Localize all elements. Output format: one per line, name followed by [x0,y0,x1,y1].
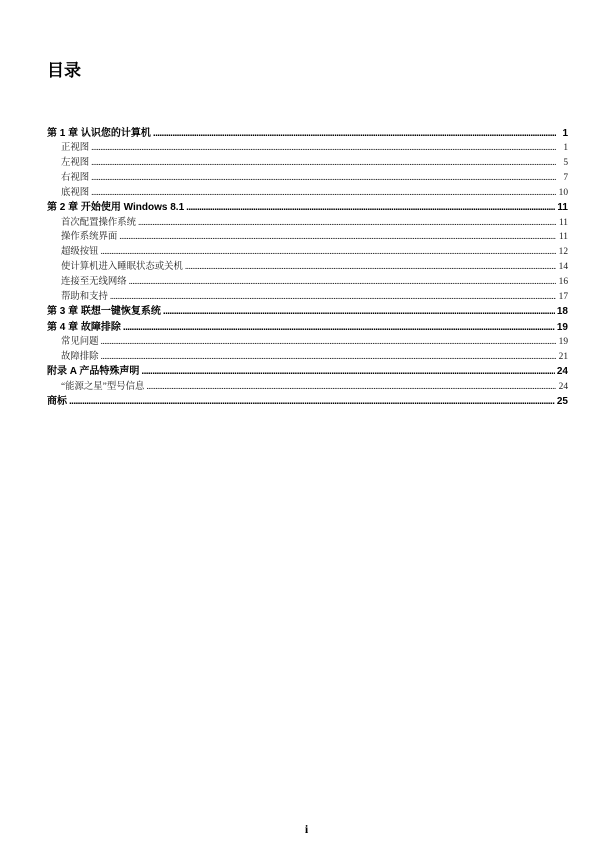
toc-section-wireless[interactable] [47,275,568,290]
toc-entry-label: 第 4 章 故障排除 [47,321,121,333]
toc-entry-label: 第 1 章 认识您的计算机 [47,128,151,139]
dot-leader [146,380,556,395]
toc-page-number: 1 [563,143,568,154]
toc-section-front-view[interactable] [47,141,568,156]
toc-chapter-1[interactable] [47,126,568,141]
toc-section-first-setup[interactable] [47,216,568,231]
dot-leader [141,364,554,379]
toc-page-number: 19 [558,336,568,347]
toc-section-left-view[interactable] [47,156,568,171]
toc-entry-label: 正视图 [61,143,90,154]
toc-entry-label: 底视图 [61,187,90,198]
toc-section-faq[interactable] [47,335,568,350]
toc-page-number: 11 [558,217,568,228]
toc-page-number: 11 [558,232,568,243]
toc-page-number: 17 [558,291,568,302]
toc-chapter-3[interactable] [47,304,568,319]
page-number: i [304,822,309,836]
dot-leader [110,290,556,305]
toc-page-number: 16 [558,276,568,287]
dot-leader [185,260,556,275]
toc-entry-label: 第 2 章 开始使用 Windows 8.1 [47,202,185,214]
dot-leader [163,304,555,319]
toc-page-number: 24 [558,381,568,392]
toc-page-number: 1 [562,128,568,139]
dot-leader [69,394,555,409]
toc-section-bottom-view[interactable] [47,186,568,201]
toc-entry-label: “能源之星”型号信息 [61,381,145,392]
toc-entry-label: 操作系统界面 [61,232,118,243]
toc-page-number: 11 [557,202,568,214]
toc-page-number: 18 [556,306,568,318]
toc-trademarks[interactable] [47,394,568,409]
toc-chapter-2[interactable] [47,200,568,215]
toc-entry-label: 第 3 章 联想一键恢复系统 [47,306,161,318]
toc-page-number: 5 [563,157,568,168]
toc-entry-label: 左视图 [61,157,90,168]
dot-leader [91,156,556,171]
dot-leader [129,275,556,290]
toc-entry-label: 商标 [47,396,67,408]
dot-leader [186,200,555,215]
toc-section-help-support[interactable] [47,290,568,305]
toc-entry-label: 常见问题 [61,336,99,347]
toc-entry-label: 使计算机进入睡眠状态或关机 [61,261,183,272]
toc-section-right-view[interactable] [47,171,568,186]
toc-page-number: 25 [556,396,568,408]
toc-page-number: 21 [558,351,568,362]
dot-leader [101,350,556,365]
dot-leader [123,320,555,335]
toc-page-number: 7 [563,172,568,183]
toc-page-number: 14 [558,261,568,272]
dot-leader [119,230,556,245]
dot-leader [101,245,556,260]
toc-entry-label: 故障排除 [61,351,99,362]
toc-entry-label: 首次配置操作系统 [61,217,137,228]
toc-section-charms[interactable] [47,245,568,260]
toc-section-sleep-shutdown[interactable] [47,260,568,275]
toc-section-os-interface[interactable] [47,230,568,245]
dot-leader [101,335,556,350]
toc-entry-label: 连接至无线网络 [61,276,127,287]
toc-entry-label: 右视图 [61,172,90,183]
page-title: 目录 [47,61,81,81]
toc-page-number: 19 [556,321,568,333]
table-of-contents [47,126,568,409]
toc-entry-label: 帮助和支持 [61,291,108,302]
dot-leader [91,141,556,156]
toc-page-number: 24 [556,366,568,378]
toc-chapter-4[interactable] [47,320,568,335]
toc-entry-label: 超级按钮 [61,247,99,258]
toc-section-troubleshooting[interactable] [47,350,568,365]
dot-leader [138,216,556,231]
toc-appendix-a[interactable] [47,364,568,379]
dot-leader [91,186,556,201]
dot-leader [91,171,556,186]
dot-leader [153,126,556,141]
toc-section-energy-star[interactable] [47,380,568,395]
toc-page-number: 12 [558,247,568,258]
toc-entry-label: 附录 A 产品特殊声明 [47,366,140,378]
toc-page-number: 10 [558,187,568,198]
